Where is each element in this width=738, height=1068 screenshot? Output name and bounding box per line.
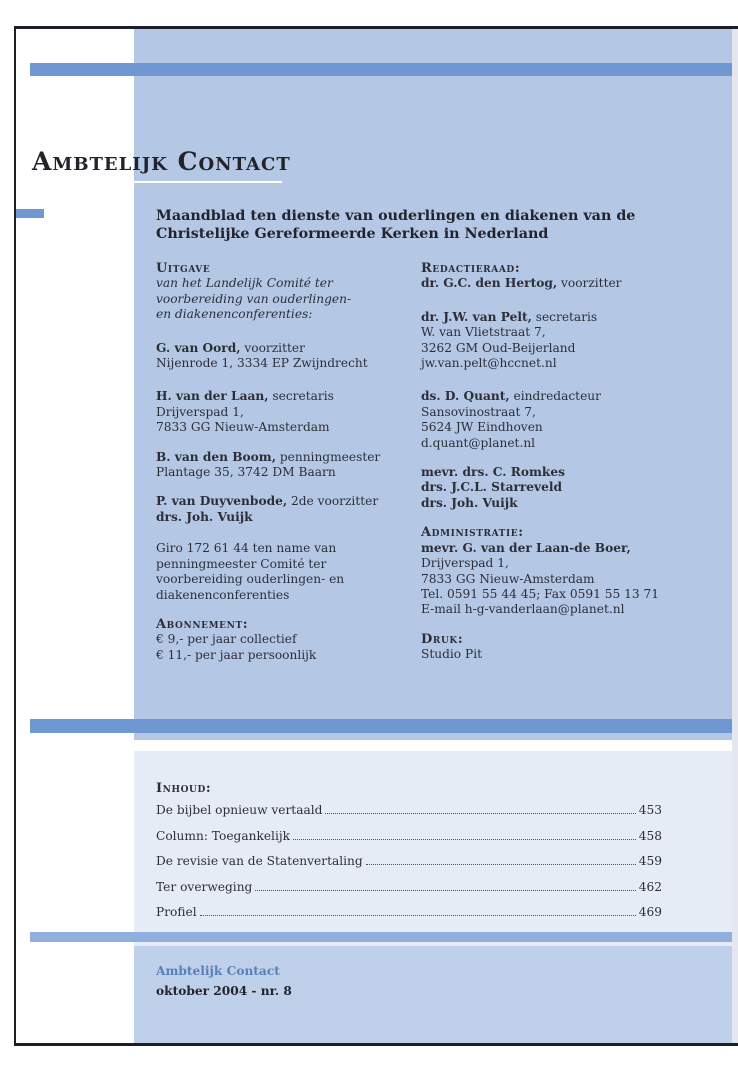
footer-issue: oktober 2004 - nr. 8 bbox=[156, 984, 292, 998]
subtitle: Maandblad ten dienste van ouderlingen en diakenen van de Christelijke Gereformeerde Kerken in Nederland bbox=[156, 208, 636, 242]
address-line: Plantage 35, 3742 DM Baarn bbox=[156, 465, 336, 480]
toc-dot-leader bbox=[255, 890, 635, 891]
address-line: 5624 JW Eindhoven bbox=[421, 420, 543, 435]
toc-entry-title: Profiel bbox=[156, 905, 197, 919]
toc-entry-page: 469 bbox=[638, 905, 662, 919]
person-name: H. van der Laan, bbox=[156, 389, 269, 404]
uitgave-heading: Uitgave bbox=[156, 261, 211, 276]
editor-name: drs. J.C.L. Starreveld bbox=[421, 480, 563, 495]
person-block bbox=[421, 389, 731, 451]
person-block bbox=[421, 310, 731, 372]
person-role: penningmeester bbox=[275, 449, 381, 464]
giro-line: voorbereiding ouderlingen- en bbox=[156, 572, 345, 587]
email-line: d.quant@planet.nl bbox=[421, 435, 536, 450]
person-name: drs. Joh. Vuijk bbox=[156, 509, 253, 524]
editor-name: drs. Joh. Vuijk bbox=[421, 495, 518, 510]
toc-entry bbox=[156, 880, 662, 906]
address-line: W. van Vlietstraat 7, bbox=[421, 325, 546, 340]
email-line: E-mail h-g-vanderlaan@planet.nl bbox=[421, 602, 625, 617]
masthead-underline bbox=[134, 181, 282, 183]
toc-entry-page: 459 bbox=[638, 854, 662, 868]
masthead-title: Ambtelijk Contact bbox=[32, 147, 291, 176]
toc-entry-title: Ter overweging bbox=[156, 879, 253, 894]
person-block bbox=[156, 450, 418, 481]
person-role: secretaris bbox=[531, 309, 598, 324]
person-name: B. van den Boom, bbox=[156, 449, 276, 464]
footer-title: Ambtelijk Contact bbox=[156, 964, 280, 978]
phone-line: Tel. 0591 55 44 45; Fax 0591 55 13 71 bbox=[421, 586, 659, 601]
person-name: ds. D. Quant, bbox=[421, 389, 510, 404]
administratie-heading: Administratie: bbox=[421, 525, 524, 541]
abonnement-block bbox=[156, 617, 418, 663]
person-name: dr. G.C. den Hertog, bbox=[421, 276, 558, 291]
address-line: Sansovinostraat 7, bbox=[421, 404, 536, 419]
table-of-contents bbox=[156, 781, 662, 931]
middle-stripe bbox=[30, 719, 738, 733]
toc-entry-title: De bijbel opnieuw vertaald bbox=[156, 803, 323, 817]
person-role: voorzitter bbox=[240, 340, 305, 355]
right-column bbox=[421, 261, 731, 673]
side-tab bbox=[16, 209, 44, 218]
abonnement-line: € 9,- per jaar collectief bbox=[156, 632, 297, 647]
person-name: P. van Duyvenbode, bbox=[156, 494, 288, 509]
administratie-block bbox=[421, 525, 731, 617]
person-block bbox=[156, 341, 418, 372]
giro-line: Giro 172 61 44 ten name van bbox=[156, 541, 337, 556]
person-role: 2de voorzitter bbox=[287, 494, 379, 509]
bottom-stripe bbox=[30, 932, 738, 942]
person-role: voorzitter bbox=[557, 276, 622, 291]
inhoud-heading: Inhoud: bbox=[156, 781, 212, 796]
email-line: jw.van.pelt@hccnet.nl bbox=[421, 356, 557, 371]
uitgave-intro-line: en diakenenconferenties: bbox=[156, 307, 313, 322]
toc-entry bbox=[156, 905, 662, 931]
person-role: eindredacteur bbox=[509, 389, 601, 404]
toc-entry-page: 462 bbox=[638, 879, 662, 894]
abonnement-line: € 11,- per jaar persoonlijk bbox=[156, 647, 317, 662]
person-name: G. van Oord, bbox=[156, 340, 241, 355]
toc-dot-leader bbox=[293, 839, 636, 840]
toc-entry-page: 453 bbox=[638, 803, 662, 817]
druk-value: Studio Pit bbox=[421, 647, 483, 662]
editors-block bbox=[421, 465, 731, 511]
page-edge bbox=[732, 29, 738, 1043]
toc-dot-leader bbox=[366, 864, 636, 865]
toc-dot-leader bbox=[200, 915, 636, 916]
toc-entry-page: 458 bbox=[638, 828, 662, 843]
person-name: mevr. G. van der Laan-de Boer, bbox=[421, 540, 631, 555]
druk-block bbox=[421, 632, 731, 663]
redactieraad-heading: Redactieraad: bbox=[421, 261, 521, 276]
person-block bbox=[156, 494, 418, 525]
toc-entry bbox=[156, 829, 662, 855]
page bbox=[14, 26, 738, 1046]
toc-dot-leader bbox=[325, 813, 635, 814]
druk-heading: Druk: bbox=[421, 631, 464, 647]
address-line: 7833 GG Nieuw-Amsterdam bbox=[421, 571, 595, 586]
left-column bbox=[156, 261, 418, 673]
address-line: Drijverspad 1, bbox=[421, 556, 509, 571]
address-line: 7833 GG Nieuw-Amsterdam bbox=[156, 420, 330, 435]
address-line: Nijenrode 1, 3334 EP Zwijndrecht bbox=[156, 356, 368, 371]
address-line: 3262 GM Oud-Beijerland bbox=[421, 340, 576, 355]
giro-line: penningmeester Comité ter bbox=[156, 556, 327, 571]
footer bbox=[156, 961, 292, 1001]
person-name: dr. J.W. van Pelt, bbox=[421, 309, 532, 324]
uitgave-block bbox=[156, 261, 418, 323]
address-line: Drijverspad 1, bbox=[156, 404, 244, 419]
editor-name: mevr. drs. C. Romkes bbox=[421, 465, 565, 480]
giro-block bbox=[156, 541, 418, 603]
top-stripe bbox=[30, 63, 738, 76]
abonnement-heading: Abonnement: bbox=[156, 616, 249, 632]
person-role: secretaris bbox=[268, 389, 334, 404]
redactieraad-block bbox=[421, 261, 731, 292]
person-block bbox=[156, 389, 418, 435]
toc-entry bbox=[156, 854, 662, 880]
toc-entry bbox=[156, 803, 662, 829]
uitgave-intro-line: van het Landelijk Comité ter bbox=[156, 276, 333, 291]
giro-line: diakenenconferenties bbox=[156, 587, 290, 602]
toc-entry-title: De revisie van de Statenvertaling bbox=[156, 854, 363, 868]
toc-entry-title: Column: Toegankelijk bbox=[156, 828, 291, 843]
uitgave-intro-line: voorbereiding van ouderlingen- bbox=[156, 291, 352, 306]
